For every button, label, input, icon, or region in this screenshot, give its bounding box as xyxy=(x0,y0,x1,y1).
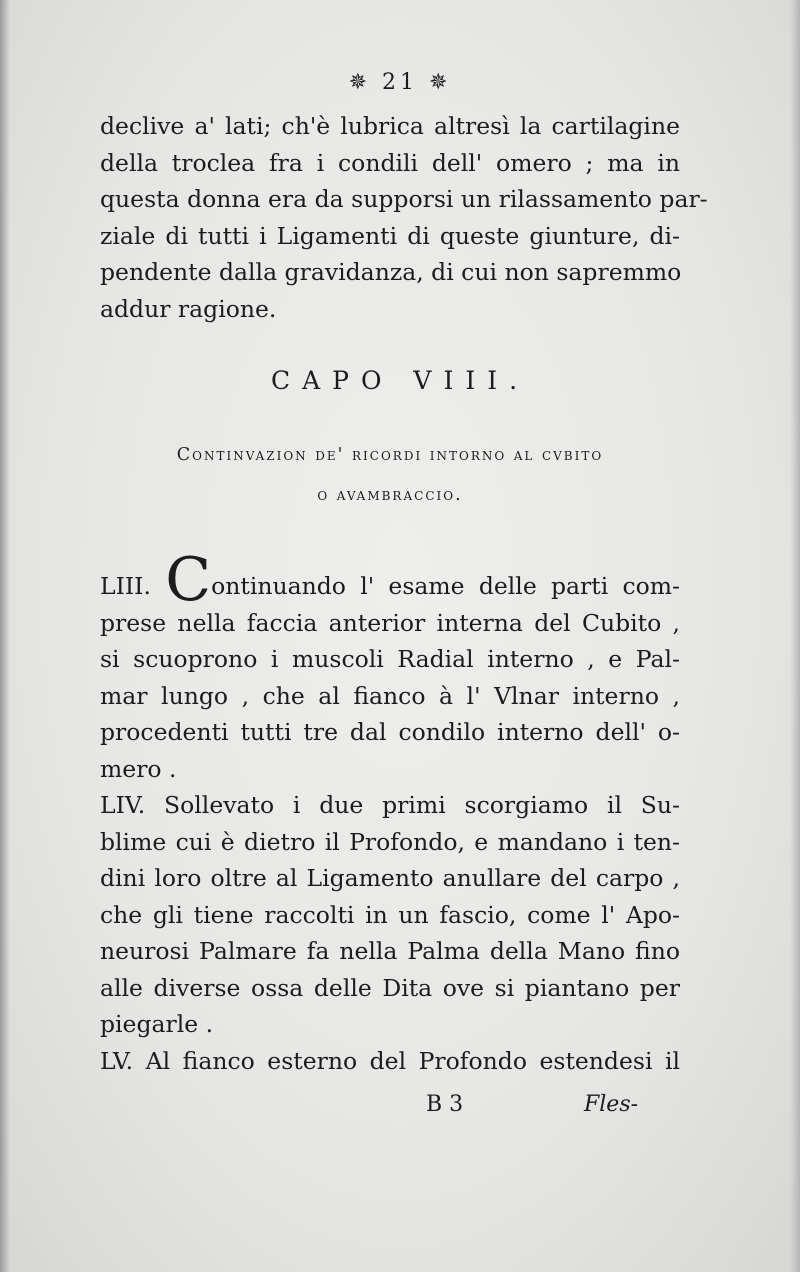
text-line: che gli tiene raccolti in un fascio, come l' Apo- xyxy=(100,900,680,929)
text-line: declive a' lati; ch'è lubrica altresì la cartilagine xyxy=(100,112,680,140)
text-line: della troclea fra i condili dell' omero ; ma in xyxy=(100,148,680,177)
main-text xyxy=(100,545,680,1079)
signature-mark: B 3 xyxy=(426,1092,464,1117)
chapter-subtitle-line2: o avambraccio. xyxy=(317,485,463,505)
text-line: dini loro oltre al Ligamento anullare del carpo , xyxy=(100,864,680,892)
paragraph-53-first-line: LIII. Continuando l' esame delle parti com- xyxy=(100,545,680,615)
text-line: pendente dalla gravidanza, di cui non sapremmo xyxy=(100,258,682,286)
text-line: si scuoprono i muscoli Radial interno , e Pal- xyxy=(100,645,680,673)
text-line: piegarle . xyxy=(100,1010,214,1038)
paragraph-number: LIII. xyxy=(100,572,151,600)
text-line: questa donna era da supporsi un rilassamento par- xyxy=(100,185,708,213)
text-line: LIV. Sollevato i due primi scorgiamo il Su- xyxy=(100,791,680,819)
page-number: ✵ 21 ✵ xyxy=(348,70,452,95)
text-line: addur ragione. xyxy=(100,294,277,323)
text-line: blime cui è dietro il Profondo, e mandano i ten- xyxy=(100,827,680,856)
text-line: neurosi Palmare fa nella Palma della Mano fino xyxy=(100,937,680,965)
text-line: LV. Al fianco esterno del Profondo estendesi il xyxy=(100,1046,680,1075)
page-left-edge xyxy=(0,0,10,1272)
chapter-subtitle-line1: Continvazion de' ricordi intorno al cvbito xyxy=(176,445,604,465)
text-line: alle diverse ossa delle Dita ove si piantano per xyxy=(100,973,680,1002)
top-paragraph xyxy=(100,108,708,327)
text-line: mar lungo , che al fianco à l' Vlnar interno , xyxy=(100,681,680,710)
text-line: mero . xyxy=(100,754,177,783)
catchword: Fles- xyxy=(584,1092,639,1117)
text-line: procedenti tutti tre dal condilo interno dell' o- xyxy=(100,718,680,746)
text-line: prese nella faccia anterior interna del Cubito , xyxy=(100,608,680,637)
drop-cap: C xyxy=(165,545,212,615)
chapter-title: CAPO VIII. xyxy=(270,366,530,395)
page-right-edge xyxy=(790,0,800,1272)
text-line: ziale di tutti i Ligamenti di queste giunture, di- xyxy=(100,221,680,250)
